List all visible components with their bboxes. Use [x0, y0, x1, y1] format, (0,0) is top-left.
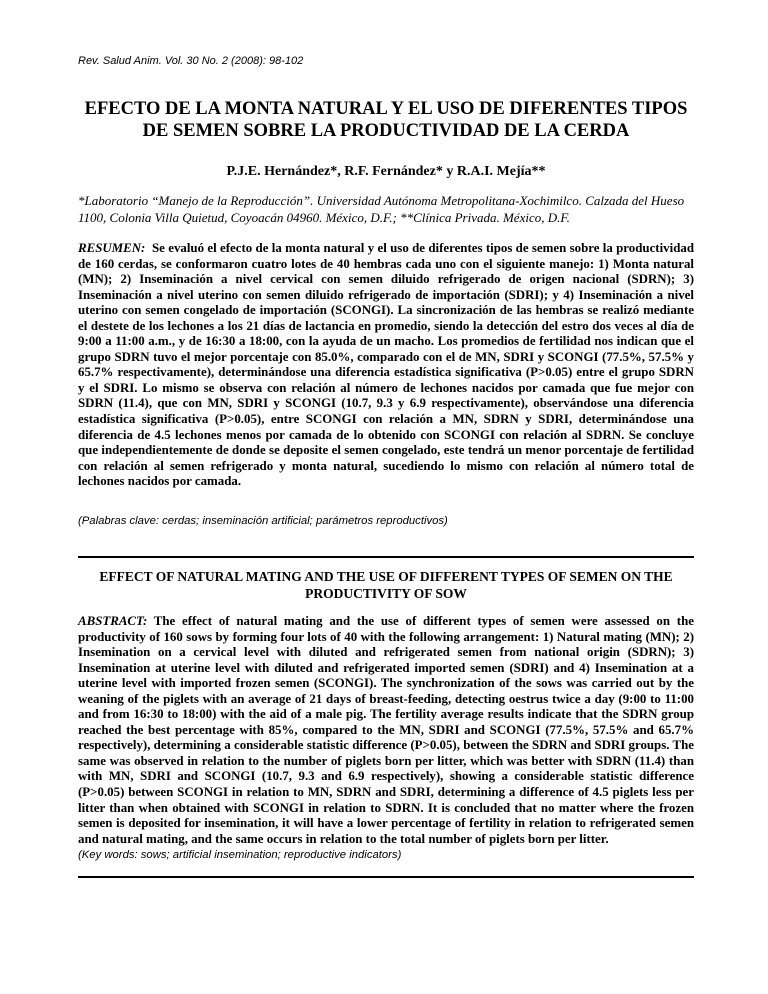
resumen-label: RESUMEN: — [78, 241, 146, 255]
divider — [78, 876, 694, 878]
resumen — [78, 241, 694, 490]
affiliation: *Laboratorio “Manejo de la Reproducción”. Universidad Autónoma Metropolitana-Xochimilco. Calzada del Hueso 1100, Colonia Villa Quietud, Coyoacán 04960. México, D.F.; **Clínica Privada. México, D.F. — [78, 193, 685, 225]
english-title: EFFECT OF NATURAL MATING AND THE USE OF DIFFERENT TYPES OF SEMEN ON THE PRODUCTIVITY OF SOW — [99, 569, 673, 601]
abstract-text: The effect of natural mating and the use of different types of semen were assessed on the productivity of 160 sows by forming four lots of 40 with the following arrangement: 1) Natural mating (MN); 2) Insemination on a cervical level with diluted and refrigerated semen from national origin (SDRN); 3) Insemination at uterine level with diluted and refrigerated imported semen (SDRI) and 4) Insemination at a uterine level with imported frozen semen (SCONGI). The synchronization of the sows was carried out by the weaning of the piglets with an average of 21 days of breast-feeding, detecting oestrus twice a day (9:00 to 11:00 and from 16:30 to 18:00) with the aid of a male pig. The fertility average results indicate that the SDRN group reached the best percentage with 85%, compared to the MN, SDRI and SCONGI (77.5%, 57.5% and 65.7% respectively), determining a considerable statistic difference (P>0.05), between the SDRN and SDRI groups. The same was observed in relation to the number of piglets born per litter, which was better with SDRN (11.4) than with MN, SDRI and SCONGI (10.7, 9.3 and 6.9 respectively), showing a considerable statistic difference (P>0.05) between SCONGI in relation to MN, SDRN and SDRI, determining a difference of 4.5 piglets less per litter than when obtained with SCONGI in relation to SDRN. It is concluded that no matter where the frozen semen is deposited for insemination, it will have a lower percentage of fertility in relation to refrigerated semen and natural mating, and the same occurs in relation to the total number of piglets born per litter. — [78, 614, 694, 846]
palabras-clave: (Palabras clave: cerdas; inseminación artificial; parámetros reproductivos) — [78, 515, 448, 527]
abstract-label: ABSTRACT: — [78, 614, 148, 628]
key-words: (Key words: sows; artificial insemination; reproductive indicators) — [78, 849, 402, 861]
article-title: EFECTO DE LA MONTA NATURAL Y EL USO DE DIFERENTES TIPOS DE SEMEN SOBRE LA PRODUCTIVIDAD DE LA CERDA — [84, 99, 688, 141]
resumen-text: Se evaluó el efecto de la monta natural y el uso de diferentes tipos de semen sobre la productividad de 160 cerdas, se conformaron cuatro lotes de 40 hembras cada uno con el siguiente manejo: 1) Monta natural (MN); 2) Inseminación a nivel cervical con semen diluido refrigerado de origen nacional (SDRN); 3) Inseminación a nivel uterino con semen diluido refrigerado de importación (SDRI); y 4) Inseminación a nivel uterino con semen congelado de importación (SCONGI). La sincronización de las hembras se realizó mediante el destete de los lechones a los 21 días de lactancia en promedio, siendo la detección del estro dos veces al día de 9:00 a 11:00 a.m., y de 16:30 a 18:00, con la ayuda de un macho. Los promedios de fertilidad nos indican que el grupo SDRN tuvo el mejor porcentaje con 85.0%, comparado con el de MN, SDRI y SCONGI (77.5%, 57.5% y 65.7% respectivamente), determinándose una diferencia estadística significativa (P>0.05) entre el grupo SDRN y el SDRI. Lo mismo se observa con relación al número de lechones nacidos por camada que fue mejor con SDRN (11.4), que con MN, SDRI y SCONGI (10.7, 9.3 y 6.9 respectivamente), observándose una diferencia estadística significativa (P>0.05), entre SCONGI con relación a MN, SDRN y SDRI, determinándose una diferencia de 4.5 lechones menos por camada de lo obtenido con SCONGI con relación al SDRN. Se concluye que independientemente de donde se deposite el semen congelado, este tendrá un menor porcentaje de fertilidad con relación al semen refrigerado y monta natural, sucediendo lo mismo con relación al número total de lechones nacidos por camada. — [78, 241, 694, 489]
authors: P.J.E. Hernández*, R.F. Fernández* y R.A.I. Mejía** — [226, 164, 546, 179]
divider — [78, 556, 694, 558]
abstract — [78, 614, 694, 847]
journal-citation: Rev. Salud Anim. Vol. 30 No. 2 (2008): 98-102 — [78, 55, 304, 67]
